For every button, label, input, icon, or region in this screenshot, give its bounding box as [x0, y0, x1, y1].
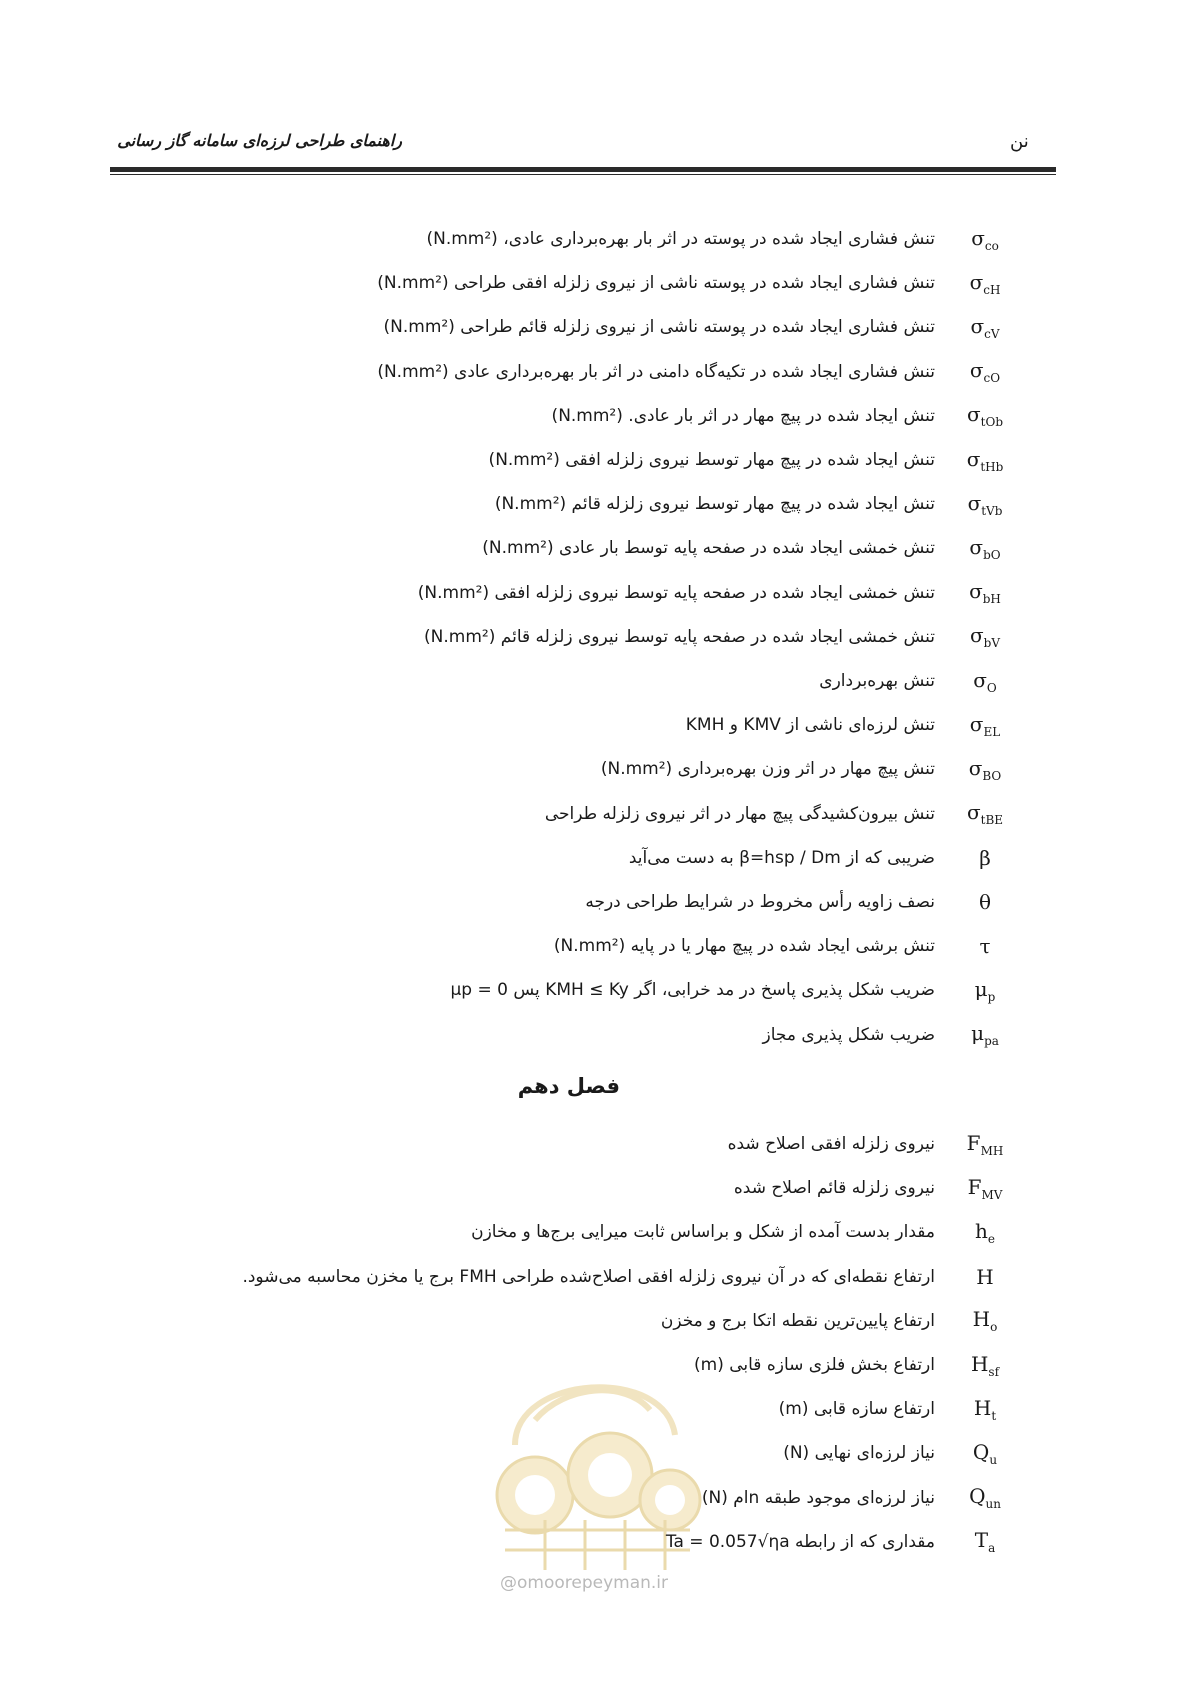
symbol-row: [728, 1122, 1035, 1166]
symbol-description: ارتفاع نقطه‌ای که در آن نیروی زلزله افقی اصلاح‌شده طراحی FMH برج یا مخزن محاسبه می‌شود.: [242, 1266, 935, 1287]
symbol: [935, 890, 1035, 914]
symbol-description: ضریبی که از β=hsp / Dm به دست می‌آید: [628, 847, 935, 868]
symbol-glyph: σ: [970, 313, 985, 338]
symbol-subscript: EL: [983, 724, 1001, 739]
symbol-description: تنش فشاری ایجاد شده در تکیه‌گاه دامنی در اثر بار بهره‌برداری عادی (N.mm²): [377, 361, 935, 382]
symbol-description: نیاز لرزه‌ای موجود طبقه nام (N): [701, 1487, 935, 1508]
symbol: [935, 977, 1035, 1004]
symbol-row: [377, 261, 1035, 305]
symbol: [935, 1131, 1035, 1158]
symbol-glyph: σ: [969, 623, 984, 648]
symbol-row: [601, 747, 1035, 791]
symbol-row: [666, 1520, 1035, 1564]
symbol-glyph: τ: [979, 934, 991, 959]
symbol-row: [819, 659, 1035, 703]
symbol-description: تنش بیرون‌کشیدگی پیچ مهار در اثر نیروی زلزله طراحی: [544, 803, 935, 824]
symbol: [935, 623, 1035, 650]
symbol-row: [426, 217, 1035, 261]
symbol-description: نصف زاویه رأس مخروط در شرایط طراحی درجه: [585, 892, 935, 912]
symbol-subscript: bH: [982, 592, 1001, 607]
symbol-row: [585, 880, 1035, 924]
symbol-description: نیروی زلزله قائم اصلاح شده: [733, 1178, 935, 1199]
symbol-description: تنش خمشی ایجاد شده در صفحه پایه توسط نیروی زلزله قائم (N.mm²): [424, 626, 935, 647]
symbol: [935, 535, 1035, 562]
symbol-glyph: β: [979, 845, 991, 870]
symbol-glyph: σ: [969, 534, 984, 559]
symbol-subscript: tVb: [981, 503, 1003, 518]
symbol-row: [686, 703, 1035, 747]
symbol-row: [629, 836, 1035, 880]
symbol-subscript: un: [985, 1497, 1001, 1512]
symbol-description: تنش لرزه‌ای ناشی از KMV و KMH: [685, 715, 935, 736]
symbol-row: [545, 792, 1035, 836]
symbol-glyph: H: [970, 1351, 989, 1376]
symbol-description: ارتفاع پایین‌ترین نقطه اتکا برج و مخزن: [660, 1310, 935, 1331]
symbol-subscript: bV: [983, 636, 1000, 651]
symbol-subscript: O: [986, 680, 997, 695]
symbol: [935, 491, 1035, 518]
symbol-description: تنش فشاری ایجاد شده در پوسته ناشی از نیروی زلزله افقی طراحی (N.mm²): [377, 273, 935, 294]
symbol-subscript: pa: [984, 1034, 999, 1049]
symbol-subscript: tOb: [980, 415, 1003, 430]
symbol-subscript: MH: [980, 1143, 1004, 1158]
symbol: [935, 226, 1035, 253]
symbol-row: [377, 350, 1035, 394]
symbol-row: [384, 305, 1035, 349]
symbol-row: [552, 394, 1035, 438]
symbol-subscript: tBE: [980, 813, 1004, 828]
header-rule: [110, 167, 1056, 172]
symbol-glyph: σ: [973, 667, 987, 692]
symbol-subscript: t: [991, 1408, 997, 1423]
symbol-description: مقدار بدست آمده از شکل و براساس ثابت میرایی برج‌ها و مخازن: [471, 1222, 935, 1243]
symbol-description: تنش برشی ایجاد شده در پیچ مهار یا در پایه (N.mm²): [553, 936, 935, 957]
symbol-glyph: σ: [967, 490, 982, 515]
symbol-description: ارتفاع بخش فلزی سازه قابی (m): [693, 1355, 935, 1375]
symbol-row: [702, 1476, 1035, 1520]
symbol-glyph: H: [976, 1264, 994, 1289]
symbol: [935, 756, 1035, 783]
symbol-row: [495, 482, 1035, 526]
symbol-row: [471, 1210, 1035, 1254]
symbol-subscript: cO: [983, 371, 1001, 386]
symbol-row: [424, 615, 1035, 659]
header-rule-thin: [110, 174, 1056, 175]
symbol-description: تنش فشاری ایجاد شده در پوسته ناشی از نیروی زلزله قائم طراحی (N.mm²): [383, 317, 935, 338]
page-number: نن: [1010, 131, 1029, 152]
symbol-description: تنش ایجاد شده در پیچ مهار توسط نیروی زلزله قائم (N.mm²): [494, 494, 935, 515]
symbol-glyph: μ: [974, 976, 988, 1001]
symbol: [935, 1352, 1035, 1379]
symbol: [935, 1175, 1035, 1202]
symbol-subscript: e: [987, 1231, 995, 1246]
symbol-glyph: σ: [969, 269, 984, 294]
symbol: [935, 1396, 1035, 1423]
symbol-glyph: θ: [978, 890, 992, 914]
symbol-subscript: o: [990, 1320, 998, 1335]
symbol: [935, 712, 1035, 739]
symbol-subscript: BO: [982, 768, 1002, 783]
symbol: [935, 934, 1035, 958]
symbol-subscript: p: [987, 989, 996, 1004]
symbol: [935, 1440, 1035, 1467]
symbol-row: [450, 968, 1035, 1012]
symbol-subscript: MV: [981, 1187, 1003, 1202]
chapter-heading: فصل دهم: [517, 1074, 620, 1098]
symbol-row: [482, 526, 1035, 570]
symbol: [935, 447, 1035, 474]
symbol-glyph: σ: [966, 800, 981, 825]
symbol-subscript: sf: [988, 1364, 1000, 1379]
symbol-row: [779, 1387, 1035, 1431]
symbol: [935, 800, 1035, 827]
symbol-subscript: bO: [983, 547, 1001, 562]
symbol-glyph: σ: [968, 755, 983, 780]
symbol-row: [694, 1343, 1035, 1387]
symbol-row: [489, 438, 1035, 482]
symbol-subscript: u: [989, 1452, 998, 1467]
symbol-description: تنش بهره‌برداری: [819, 671, 935, 691]
symbol-glyph: H: [973, 1395, 992, 1420]
symbol-glyph: σ: [969, 358, 984, 383]
symbol-row: [418, 571, 1035, 615]
symbol-subscript: cV: [984, 326, 1000, 341]
symbol: [935, 358, 1035, 385]
symbol: [935, 1219, 1035, 1246]
running-header-title: راهنمای طراحی لرزه‌ای سامانه گاز رسانی: [117, 131, 402, 150]
symbol-glyph: μ: [971, 1021, 985, 1046]
symbol: [935, 1484, 1035, 1511]
symbol-glyph: h: [975, 1218, 988, 1243]
symbol-glyph: σ: [969, 711, 984, 736]
symbol-glyph: Q: [969, 1484, 986, 1509]
symbol: [935, 314, 1035, 341]
symbol-glyph: Q: [972, 1439, 990, 1464]
symbol-row: [554, 924, 1035, 968]
symbol-subscript: a: [988, 1541, 996, 1556]
symbol-row: [242, 1255, 1035, 1299]
symbol: [935, 668, 1035, 695]
symbol-description: ارتفاع سازه قابی (m): [778, 1399, 935, 1420]
symbol-description: تنش خمشی ایجاد شده در صفحه پایه توسط نیروی زلزله افقی (N.mm²): [417, 582, 935, 603]
symbol-subscript: cH: [983, 282, 1001, 297]
symbol-row: [661, 1299, 1035, 1343]
symbol-glyph: F: [966, 1130, 981, 1155]
symbol-subscript: co: [984, 238, 999, 253]
symbol-glyph: σ: [971, 225, 985, 250]
symbol: [935, 1265, 1035, 1289]
symbol-description: تنش پیچ مهار در اثر وزن بهره‌برداری (N.mm²): [600, 759, 935, 780]
symbol-subscript: tHb: [980, 459, 1004, 474]
symbol-description: مقداری که از رابطه Ta = 0.057√ηa: [665, 1531, 935, 1552]
symbol: [935, 1021, 1035, 1048]
symbol-row: [783, 1431, 1035, 1475]
symbol-glyph: σ: [966, 446, 981, 471]
symbol: [935, 1307, 1035, 1334]
symbol: [935, 402, 1035, 429]
symbol-description: نیروی زلزله افقی اصلاح شده: [727, 1134, 935, 1154]
symbol-description: تنش فشاری ایجاد شده در پوسته در اثر بار بهره‌برداری عادی، (N.mm²): [426, 229, 935, 249]
symbol-glyph: F: [967, 1174, 982, 1199]
symbol-description: ضریب شکل پذیری مجاز: [762, 1024, 935, 1045]
symbol-glyph: T: [974, 1528, 989, 1553]
symbol-row: [734, 1166, 1035, 1210]
symbol-row: [763, 1013, 1036, 1057]
symbol-glyph: σ: [967, 402, 981, 427]
watermark-site: @omoorepeyman.ir: [500, 1573, 669, 1593]
symbol-description: تنش خمشی ایجاد شده در صفحه پایه توسط بار عادی (N.mm²): [482, 538, 935, 559]
symbol: [935, 846, 1035, 870]
symbol-glyph: σ: [969, 579, 983, 604]
symbol-description: تنش ایجاد شده در پیچ مهار توسط نیروی زلزله افقی (N.mm²): [488, 450, 935, 470]
symbol-description: ضریب شکل پذیری پاسخ در مد خرابی، اگر KMH ≤ Ky پس μp = 0: [450, 980, 935, 1001]
symbol-glyph: H: [972, 1307, 991, 1332]
symbol: [935, 270, 1035, 297]
symbol-description: تنش ایجاد شده در پیچ مهار در اثر بار عادی. (N.mm²): [551, 405, 935, 426]
symbol: [935, 579, 1035, 606]
symbol: [935, 1528, 1035, 1555]
symbol-description: نیاز لرزه‌ای نهایی (N): [783, 1443, 935, 1464]
